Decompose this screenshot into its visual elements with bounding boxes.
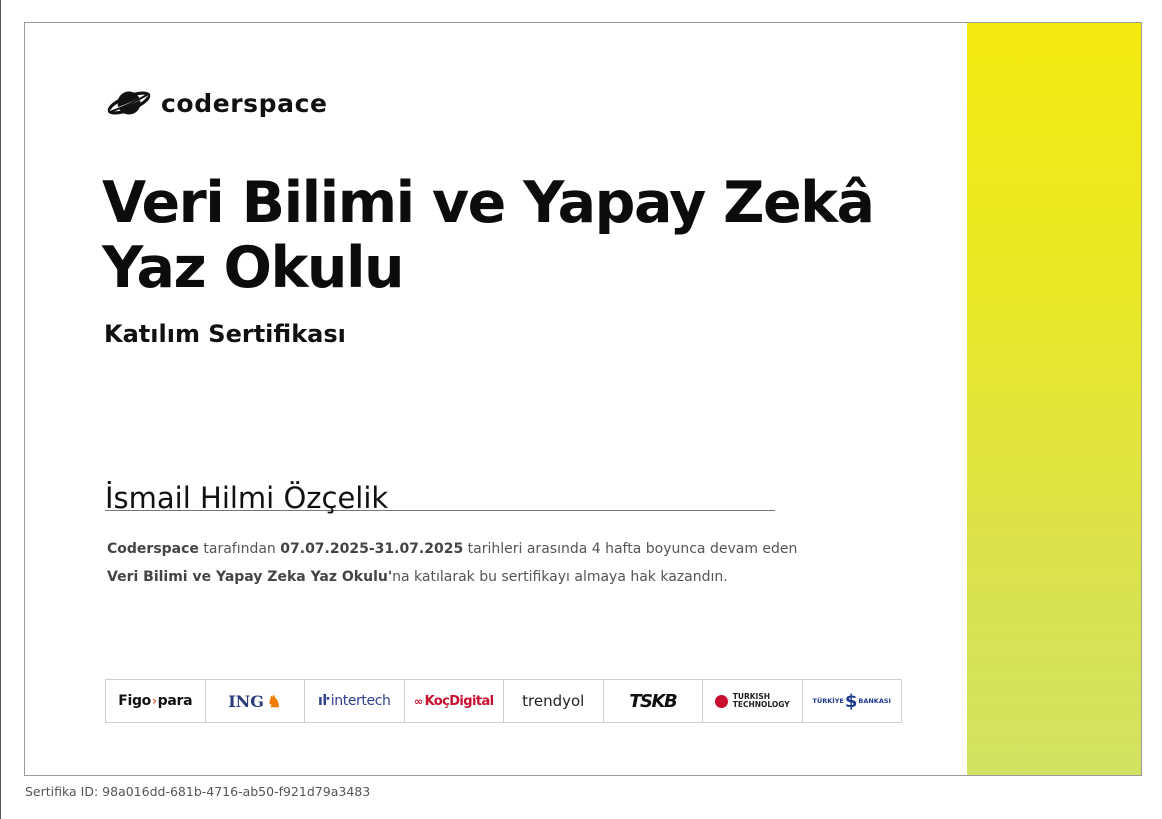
accent-stripe xyxy=(967,23,1141,775)
rings-icon: ∞ xyxy=(413,694,423,708)
certificate-id: Sertifika ID: 98a016dd-681b-4716-ab50-f921d79a3483 xyxy=(25,784,371,799)
certificate-title: Veri Bilimi ve Yapay Zekâ Yaz Okulu xyxy=(102,170,874,301)
desc-text-1: tarafından xyxy=(198,541,281,557)
kocdigital-text: KoçDigital xyxy=(424,693,494,709)
brand-logo xyxy=(105,85,328,121)
figo-text: Figo xyxy=(118,693,152,709)
isbank-s-icon: $ xyxy=(844,690,858,712)
sponsor-ing xyxy=(206,680,306,722)
sponsor-kocdigital xyxy=(405,680,505,722)
certificate-description xyxy=(107,535,827,591)
trendyol-text: trendyol xyxy=(522,692,585,710)
certificate-card xyxy=(24,22,1142,776)
isbank-text-1: TÜRKİYE xyxy=(812,697,844,705)
page-edge-line xyxy=(0,0,1,819)
lion-icon: ♞ xyxy=(266,691,282,711)
sponsor-figopara xyxy=(106,680,206,722)
ing-text: ING xyxy=(228,691,264,711)
bird-icon xyxy=(715,695,728,708)
para-text: para xyxy=(157,693,193,709)
desc-text-2: tarihleri arasında 4 hafta boyunca devam eden xyxy=(463,541,798,557)
desc-dates: 07.07.2025-31.07.2025 xyxy=(280,541,464,557)
intertech-mark-icon: ıŀ xyxy=(318,693,330,709)
chevron-right-icon: › xyxy=(152,694,157,708)
sponsor-trendyol xyxy=(504,680,604,722)
desc-program: Veri Bilimi ve Yapay Zeka Yaz Okulu' xyxy=(107,569,393,585)
sponsor-intertech xyxy=(305,680,405,722)
sponsor-isbank xyxy=(803,680,902,722)
certificate-subtitle: Katılım Sertifikası xyxy=(104,320,346,348)
sponsor-logos xyxy=(105,679,902,723)
desc-text-3: na katılarak bu sertifikayı almaya hak kazandın. xyxy=(392,569,728,585)
desc-org: Coderspace xyxy=(107,541,199,557)
sponsor-tskb xyxy=(604,680,704,722)
isbank-text-2: BANKASI xyxy=(858,697,891,705)
intertech-text: intertech xyxy=(330,693,391,709)
planet-icon xyxy=(105,85,153,121)
brand-name: coderspace xyxy=(161,88,328,118)
sponsor-turkish-technology xyxy=(703,680,803,722)
turkish-technology-text: TURKISH TECHNOLOGY xyxy=(732,692,790,709)
tskb-text: TSKB xyxy=(629,690,677,712)
recipient-name: İsmail Hilmi Özçelik xyxy=(105,478,775,511)
